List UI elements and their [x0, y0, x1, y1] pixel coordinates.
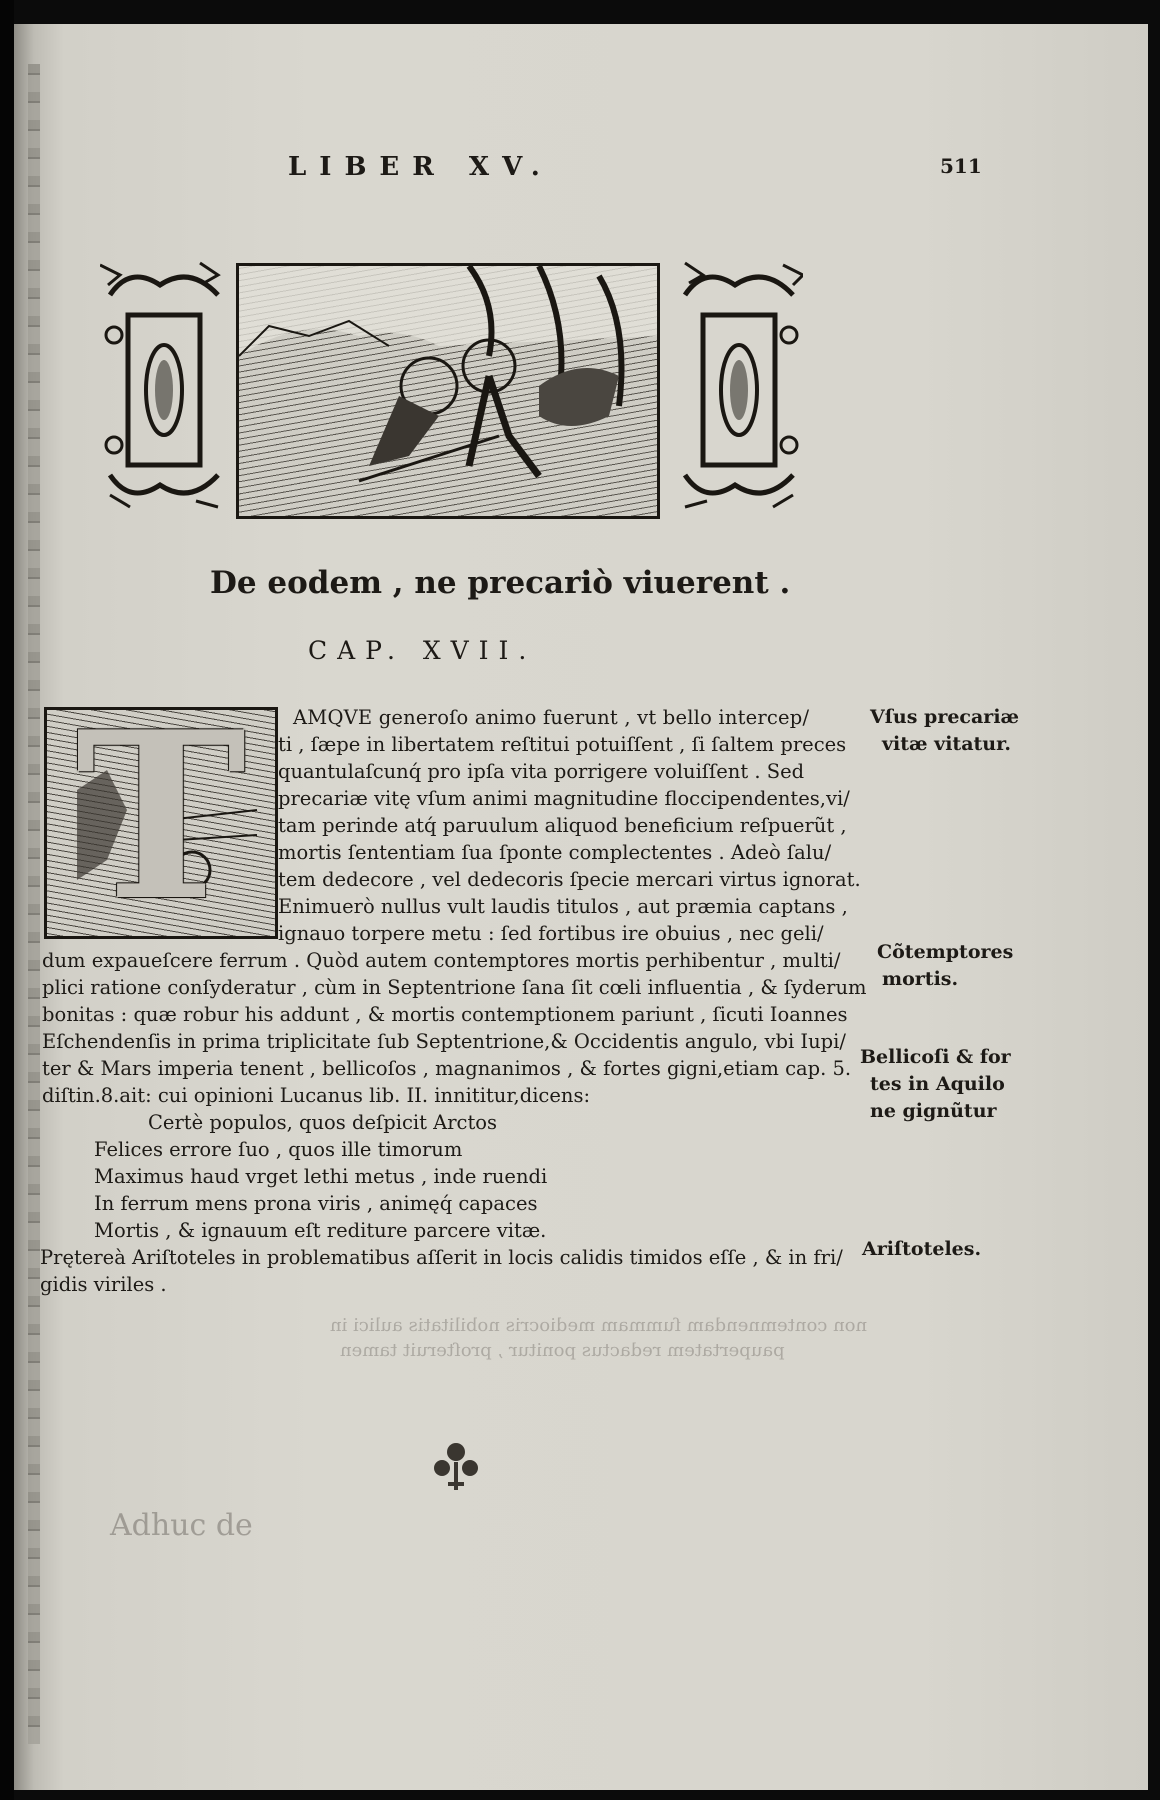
decorated-initial — [44, 682, 278, 952]
text-line: Prętereà Ariſtoteles in problematibus aſſerit in locis calidis timidos eſſe , & in fri/ — [40, 1246, 843, 1269]
verse-line: In ferrum mens prona viris , animęq́ capaces — [94, 1192, 538, 1215]
text-line: precariæ vitę vſum animi magnitudine floccipendentes,vi/ — [278, 787, 850, 810]
text-line: tem dedecore , vel dedecoris ſpecie mercari virtus ignorat. — [278, 868, 861, 891]
text-line: Enimuerò nullus vult laudis titulos , aut præmia captans , — [278, 895, 848, 918]
show-through-text: non contemnendam ſummam mediocris nobilitatis aulici in — [330, 1315, 868, 1336]
woodcut-illustration — [236, 263, 660, 519]
marginal-note: ne gignũtur — [870, 1100, 997, 1122]
verse-line: Maximus haud vrget lethi metus , inde ruendi — [94, 1165, 548, 1188]
marginal-note: Cõtemptores — [877, 941, 1014, 963]
verse-line: Mortis , & ignauum eſt rediture parcere vitæ. — [94, 1219, 547, 1242]
text-line: mortis ſententiam ſua ſponte complectentes . Adeò ſalu/ — [278, 841, 832, 864]
text-line: Eſchendenſis in prima triplicitate ſub Septentrione,& Occidentis angulo, vbi Iupi/ — [42, 1030, 846, 1053]
text-line: ignauo torpere metu : ſed fortibus ire obuius , nec geli/ — [278, 922, 824, 945]
ornament-left — [100, 255, 228, 515]
catchword: Adhuc de — [110, 1508, 253, 1543]
marginal-note: mortis. — [882, 968, 959, 990]
text-line: diſtin.8.ait: cui opinioni Lucanus lib. II. innititur,dicens: — [42, 1084, 591, 1107]
chapter-number: CAP. XVII. — [308, 636, 537, 665]
marginal-note: Vſus precariæ — [870, 706, 1020, 728]
text-line: tam perinde atq́ paruulum aliquod beneficium reſpuerũt , — [278, 814, 847, 837]
binding-shadow — [0, 0, 14, 1800]
text-line: AMQVE generoſo animo fuerunt , vt bello intercep/ — [293, 706, 810, 729]
ornament-right — [675, 255, 803, 515]
text-line: plici ratione conſyderatur , cùm in Septentrione ſana ſit cœli influentia , & ſyderum — [42, 976, 867, 999]
page-number: 511 — [940, 154, 982, 178]
show-through-text: paupertatem redactus ponitur , proſteruit tamen — [340, 1340, 785, 1361]
text-line: ter & Mars imperia tenent , bellicoſos , magnanimos , & fortes gigni,etiam cap. 5. — [42, 1057, 852, 1080]
running-title: LIBER XV. — [288, 152, 553, 182]
marginal-note: Bellicoſi & for — [860, 1046, 1011, 1068]
marginal-note: tes in Aquilo — [870, 1073, 1005, 1095]
verse-line: Certè populos, quos deſpicit Arctos — [148, 1111, 498, 1134]
text-line: ti , ſæpe in libertatem reſtitui potuiſſent , ſi ſaltem preces — [278, 733, 847, 756]
text-line: quantulaſcunq́ pro ipſa vita porrigere voluiſſent . Sed — [278, 760, 805, 783]
text-line: bonitas : quæ robur his addunt , & mortis contemptionem pariunt , ſicuti Ioannes — [42, 1003, 848, 1026]
initial-letter: T — [75, 682, 247, 952]
facing-page-edge — [28, 64, 40, 1744]
fleuron-ornament — [426, 1438, 486, 1498]
fleuron-graphic — [426, 1438, 486, 1498]
ornament-left-graphic — [100, 255, 228, 515]
running-header — [0, 152, 1160, 182]
marginal-note: Ariſtoteles. — [862, 1238, 982, 1260]
ornament-right-graphic — [675, 255, 803, 515]
text-line: dum expaueſcere ferrum . Quòd autem contemptores mortis perhibentur , multi/ — [42, 949, 841, 972]
chapter-title: De eodem , ne precariò viuerent . — [210, 565, 791, 601]
verse-line: Felices errore ſuo , quos ille timorum — [94, 1138, 463, 1161]
battle-scene-graphic — [239, 266, 657, 516]
text-line: gidis viriles . — [40, 1273, 167, 1296]
marginal-note: vitæ vitatur. — [882, 733, 1011, 755]
